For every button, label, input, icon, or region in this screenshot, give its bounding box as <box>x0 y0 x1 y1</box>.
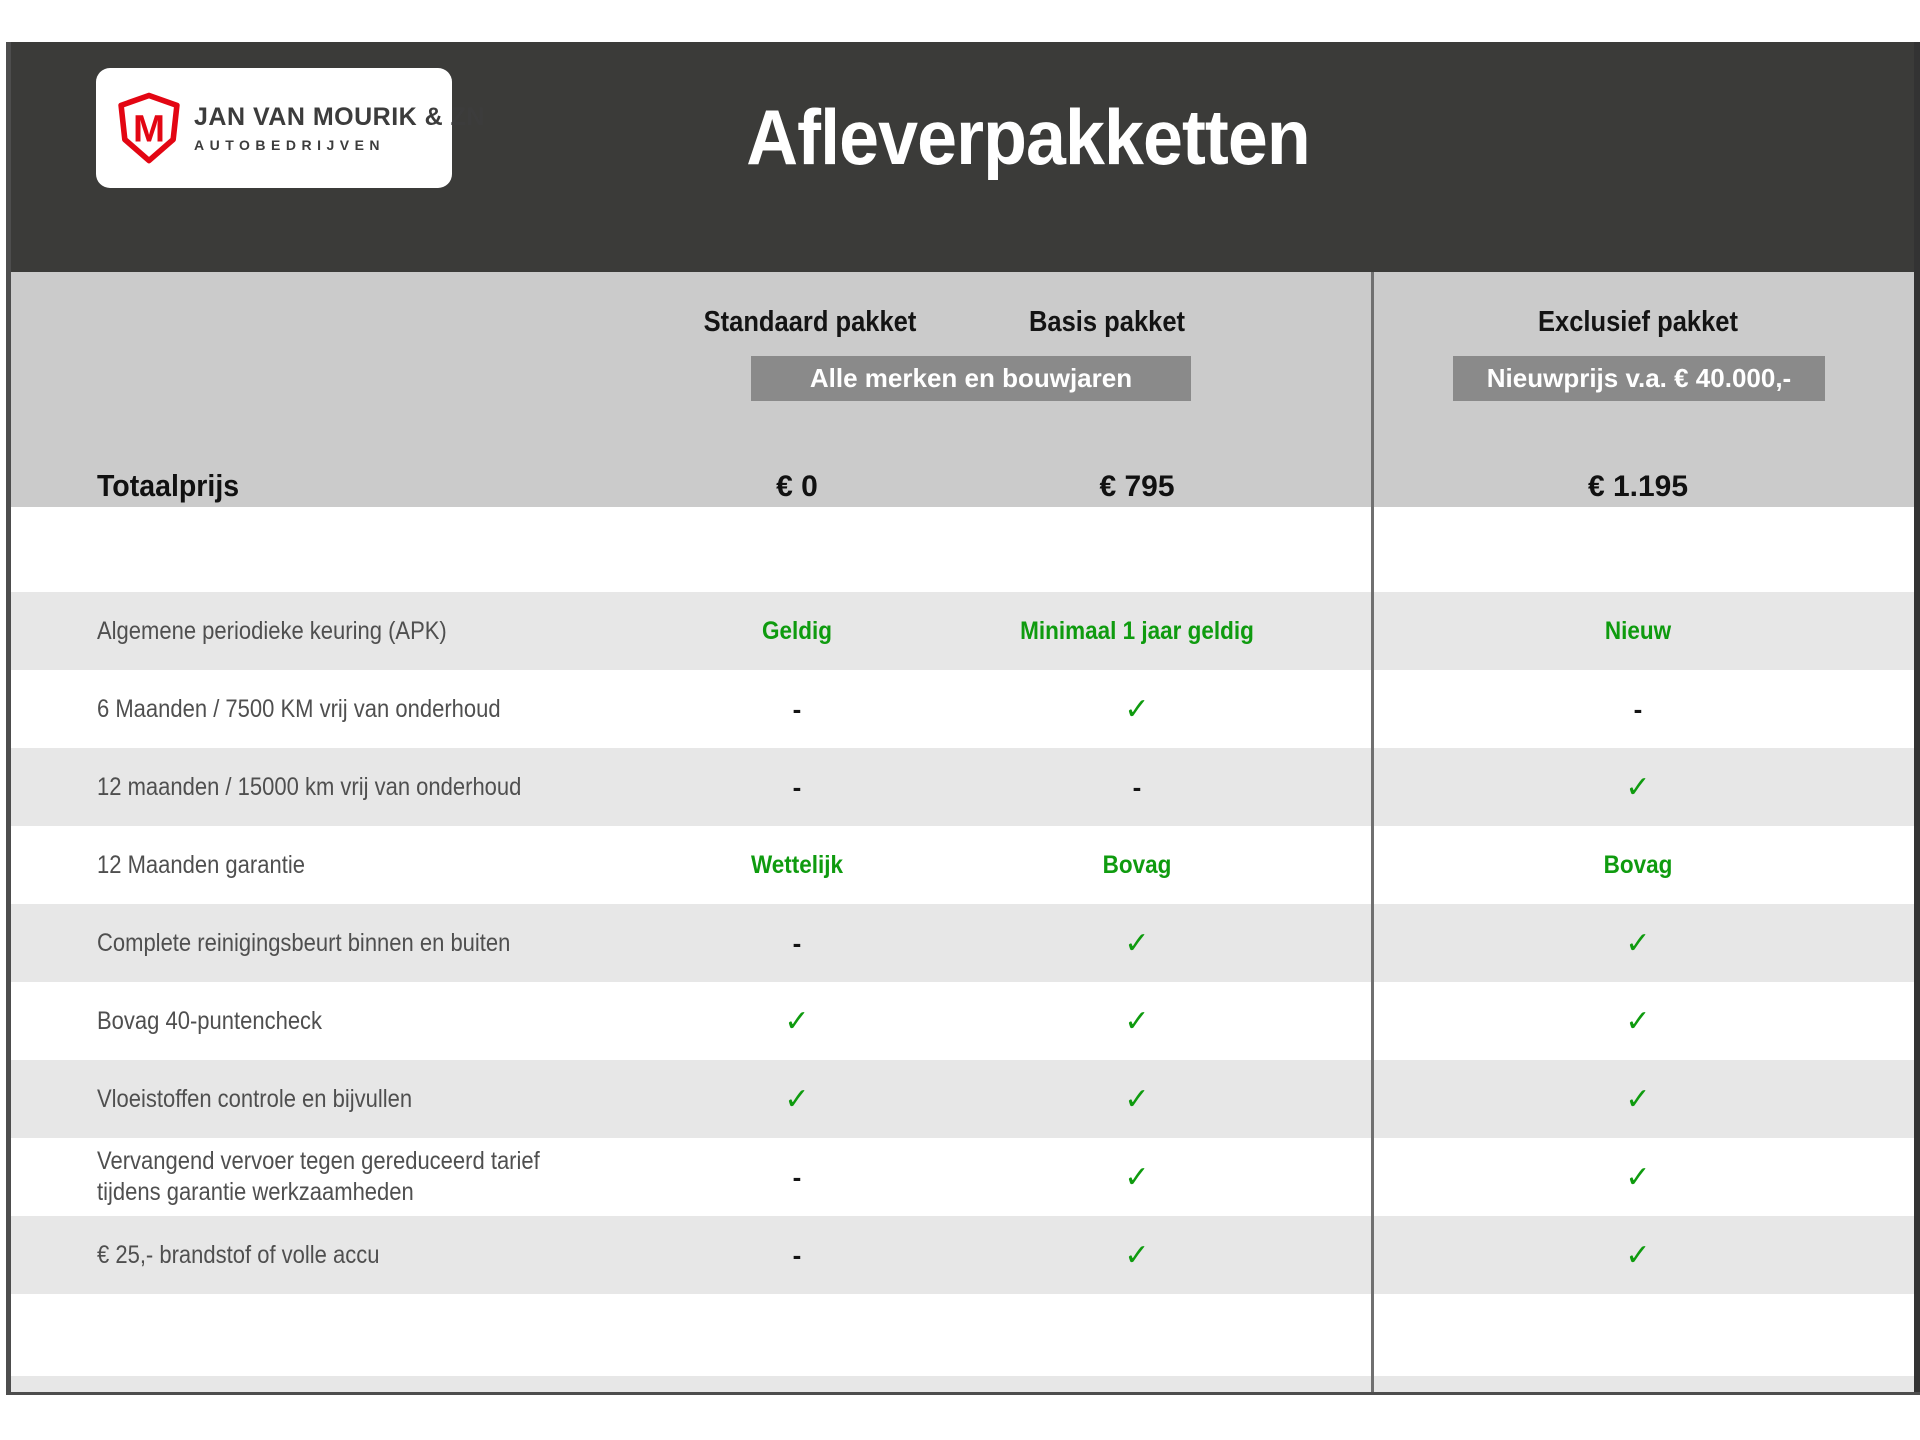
included-check-icon: ✓ <box>1625 1081 1651 1117</box>
brand-text-block <box>194 103 485 153</box>
feature-label-line1: € 25,- brandstof of volle accu <box>97 1240 380 1269</box>
included-check-icon: ✓ <box>1124 1159 1150 1195</box>
cell-exclusief <box>1601 592 1675 670</box>
included-check-icon: ✓ <box>784 1003 810 1039</box>
feature-label-line1: Algemene periodieke keuring (APK) <box>97 616 447 645</box>
badge-new-price: Nieuwprijs v.a. € 40.000,- <box>1453 356 1825 401</box>
feature-label <box>97 592 447 670</box>
included-check-icon: ✓ <box>1124 925 1150 961</box>
table-row <box>11 1060 1914 1138</box>
cell-exclusief <box>1625 1060 1650 1138</box>
feature-label <box>97 826 305 904</box>
cell-standaard <box>793 1216 802 1294</box>
cell-basis <box>1007 592 1267 670</box>
page-title: Afleverpakketten <box>746 93 1310 181</box>
feature-value-text: Bovag <box>1102 850 1172 879</box>
table-row <box>11 904 1914 982</box>
feature-label-line1: Bovag 40-puntencheck <box>97 1006 323 1035</box>
cell-exclusief <box>1625 1138 1650 1216</box>
not-included-dash: - <box>792 1239 802 1270</box>
included-check-icon: ✓ <box>784 1081 810 1117</box>
feature-label-line1: 6 Maanden / 7500 KM vrij van onderhoud <box>97 694 501 723</box>
feature-label <box>97 1216 380 1294</box>
cell-standaard <box>784 1060 809 1138</box>
cell-exclusief <box>1634 670 1643 748</box>
column-header-standaard: Standaard pakket <box>703 306 917 338</box>
not-included-dash: - <box>1132 771 1142 802</box>
cell-standaard <box>793 670 802 748</box>
included-check-icon: ✓ <box>1124 691 1150 727</box>
table-row <box>11 826 1914 904</box>
feature-value-text: Wettelijk <box>750 850 844 879</box>
feature-label-line1: Vervangend vervoer tegen gereduceerd tarief <box>97 1147 540 1175</box>
cell-basis <box>1124 1060 1149 1138</box>
cell-standaard <box>746 826 848 904</box>
table-row <box>11 982 1914 1060</box>
included-check-icon: ✓ <box>1625 925 1651 961</box>
brand-name: JAN VAN MOURIK & ZN <box>194 103 485 131</box>
feature-value-text: Bovag <box>1603 850 1673 879</box>
cell-basis <box>1133 748 1142 826</box>
feature-value-text: Nieuw <box>1604 616 1672 645</box>
column-divider <box>1371 272 1374 1392</box>
feature-label <box>97 982 322 1060</box>
brand-shield-icon <box>118 92 180 164</box>
cell-basis <box>1099 826 1175 904</box>
feature-label <box>97 1138 540 1216</box>
feature-label-line1: 12 maanden / 15000 km vrij van onderhoud <box>97 772 522 801</box>
feature-value-text: Minimaal 1 jaar geldig <box>1020 616 1254 645</box>
total-price-basis: € 795 <box>1099 470 1175 503</box>
not-included-dash: - <box>792 693 802 724</box>
table-row <box>11 748 1914 826</box>
included-check-icon: ✓ <box>1625 1003 1651 1039</box>
cell-basis <box>1124 670 1149 748</box>
cutoff-row-stripe <box>11 1376 1914 1392</box>
included-check-icon: ✓ <box>1625 1159 1651 1195</box>
feature-label-line1: Vloeistoffen controle en bijvullen <box>97 1084 413 1113</box>
totals-label: Totaalprijs <box>97 468 240 503</box>
cell-exclusief <box>1625 1216 1650 1294</box>
cell-exclusief <box>1625 748 1650 826</box>
cell-standaard <box>793 748 802 826</box>
header-bar <box>11 42 1914 272</box>
column-header-exclusief: Exclusief pakket <box>1537 306 1739 338</box>
feature-label <box>97 904 510 982</box>
cell-exclusief <box>1600 826 1676 904</box>
table-row <box>11 1216 1914 1294</box>
brand-subtitle: AUTOBEDRIJVEN <box>194 137 386 153</box>
included-check-icon: ✓ <box>1124 1003 1150 1039</box>
table-row <box>11 592 1914 670</box>
total-price-exclusief: € 1.195 <box>1587 470 1689 503</box>
not-included-dash: - <box>792 927 802 958</box>
scrollbar-track[interactable] <box>1914 42 1920 1395</box>
cell-exclusief <box>1625 904 1650 982</box>
cell-standaard <box>793 1138 802 1216</box>
feature-label-line2: tijdens garantie werkzaamheden <box>97 1178 414 1206</box>
column-header-basis: Basis pakket <box>1028 306 1186 338</box>
included-check-icon: ✓ <box>1625 769 1651 805</box>
included-check-icon: ✓ <box>1124 1237 1150 1273</box>
cell-standaard <box>793 904 802 982</box>
cell-standaard <box>784 982 809 1060</box>
feature-label-line1: 12 Maanden garantie <box>97 850 305 879</box>
cell-basis <box>1124 1138 1149 1216</box>
cell-basis <box>1124 982 1149 1060</box>
brand-monogram: M <box>132 107 166 151</box>
feature-label-line1: Complete reinigingsbeurt binnen en buiten <box>97 928 511 957</box>
included-check-icon: ✓ <box>1124 1081 1150 1117</box>
badge-all-brands: Alle merken en bouwjaren <box>751 356 1191 401</box>
cell-basis <box>1124 1216 1149 1294</box>
company-logo-card <box>96 68 485 188</box>
cell-standaard <box>758 592 836 670</box>
not-included-dash: - <box>1633 693 1643 724</box>
cell-basis <box>1124 904 1149 982</box>
package-header-band <box>11 272 1914 507</box>
feature-rows <box>11 592 1914 1294</box>
feature-value-text: Geldig <box>761 616 833 645</box>
table-row <box>11 670 1914 748</box>
feature-label <box>97 1060 412 1138</box>
feature-label <box>97 670 501 748</box>
not-included-dash: - <box>792 1161 802 1192</box>
total-price-standaard: € 0 <box>776 470 818 503</box>
feature-label <box>97 748 521 826</box>
cell-exclusief <box>1625 982 1650 1060</box>
not-included-dash: - <box>792 771 802 802</box>
table-row <box>11 1138 1914 1216</box>
included-check-icon: ✓ <box>1625 1237 1651 1273</box>
window-bottom-border <box>6 1392 1920 1395</box>
